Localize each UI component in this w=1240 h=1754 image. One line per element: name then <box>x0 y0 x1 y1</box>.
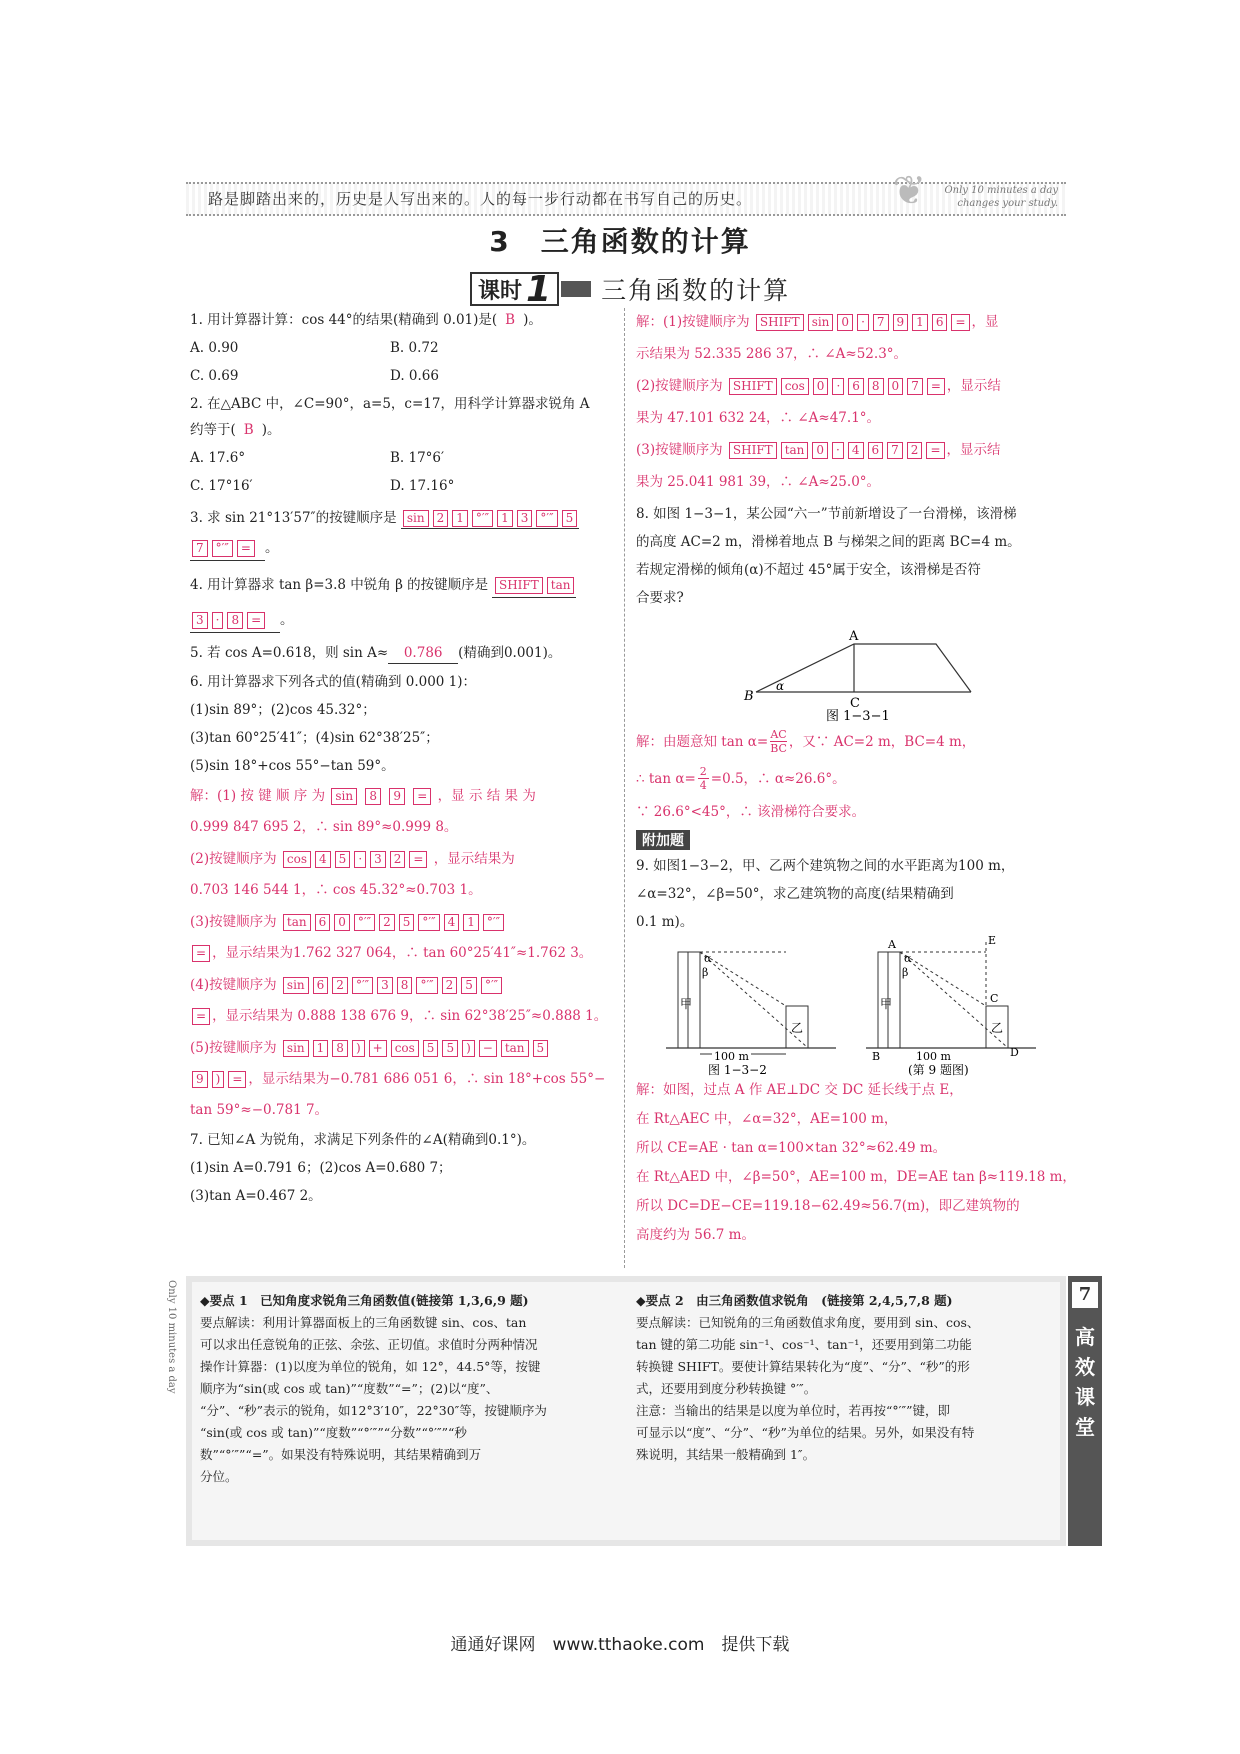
question-8-line4: 合要求? <box>636 590 684 606</box>
q6-item-2: (3)tan 60°25′41″；(4)sin 62°38′25″； <box>190 730 439 746</box>
question-4-cont: 3 · 8 = 。 <box>190 610 615 633</box>
svg-text:B: B <box>872 1050 881 1063</box>
svg-text:E: E <box>988 936 997 947</box>
svg-text:乙: 乙 <box>991 1021 1004 1035</box>
solution-8-line3: ∵ 26.6°<45°，∴ 该滑梯符合要求。 <box>636 804 866 820</box>
svg-text:A: A <box>888 938 896 951</box>
solution-9-line5: 所以 DC=DE−CE=119.18−62.49≈56.7(m)，即乙建筑物的 <box>636 1198 1020 1214</box>
column-divider <box>624 308 625 1268</box>
solution-7-3: (3)按键顺序为 SHIFT tan 0 · 4 6 7 2 = ，显示结 <box>636 442 1001 458</box>
motto-strip <box>186 168 1066 216</box>
svg-text:甲: 甲 <box>880 997 893 1011</box>
question-5: 5. 若 cos A=0.618，则 sin A≈ 0.786 (精确到0.001)。 <box>190 643 615 664</box>
solution-6-1-result: 0.999 847 695 2，∴ sin 89°≈0.999 8。 <box>190 819 458 835</box>
question-3-cont: 7 °′″ = 。 <box>190 538 615 561</box>
tip-2: ◆要点 2 由三角函数值求锐角 (链接第 2,4,5,7,8 题) 要点解读：已知锐角的三角函数值求角度，要用到 sin、cos、 tan 键的第二功能 sin⁻¹、cos⁻¹、tan⁻¹，还要用到第二功能 转换键 SHIFT。要使计算结果转化为“度”、“分”、“秒”的形 式，还要用到度分秒转换键 °′″。 注意：当输出的结果是以度为单位时，若再按“°′″”键，即 可显示以“度”、“分”、“秒”为单位的结果。另外，如果没有特 殊说明，其结果一般精确到 1″。 <box>636 1290 1056 1466</box>
page-number: 7 <box>1072 1282 1098 1308</box>
tips-panel <box>186 1276 1066 1546</box>
solution-6-5: (5)按键顺序为 sin 1 8 ) + cos 5 5 ) − tan 5 <box>190 1038 615 1058</box>
solution-7-1-result: 示结果为 52.335 286 37，∴ ∠A≈52.3°。 <box>636 346 908 362</box>
lesson-tag: 课时 1 <box>470 272 559 306</box>
question-8-line1: 8. 如图 1−3−1，某公园“六一”节前新增设了一台滑梯，该滑梯 <box>636 506 1017 522</box>
question-3: 3. 求 sin 21°13′57″的按键顺序是 sin 2 1 °′″ 1 3 °′″ 5 <box>190 508 615 528</box>
lesson-header <box>470 268 791 310</box>
fig3-caption: (第 9 题图) <box>908 1063 969 1076</box>
extra-tag: 附加题 <box>636 830 1066 850</box>
q6-item-3: (5)sin 18°+cos 55°−tan 59°。 <box>190 758 395 774</box>
tip-1-title: ◆要点 1 已知角度求锐角三角函数值(链接第 1,3,6,9 题) <box>200 1293 529 1308</box>
solution-7-3-result: 果为 25.041 981 39，∴ ∠A≈25.0°。 <box>636 474 881 490</box>
tip-2-title: ◆要点 2 由三角函数值求锐角 (链接第 2,4,5,7,8 题) <box>636 1293 953 1308</box>
svg-text:A: A <box>849 629 859 644</box>
fig2-caption: 图 1−3−2 <box>708 1063 767 1076</box>
solution-6-1: 解：(1) 按 键 顺 序 为 sin 8 9 = ，显 示 结 果 为 <box>190 788 536 804</box>
tip-1: ◆要点 1 已知角度求锐角三角函数值(链接第 1,3,6,9 题) 要点解读：利用计算器面板上的三角函数键 sin、cos、tan 可以求出任意锐角的正弦、余弦、正切值。求值时分两种情况 操作计算器：(1)以度为单位的锐角，如 12°，44.5°等，按键 顺序为“sin(或 cos 或 tan)”“度数”“=”；(2)以“度”、 “分”、“秒”表示的锐角，如12°3′10″，22°30″等，按键顺序为 “sin(或 cos 或 tan)”“度数”“°′″”“分数”“°′″”“秒 数”“°′″”“=”。如果没有特殊说明，其结果精确到万 分位。 <box>200 1290 620 1488</box>
solution-6-2-result: 0.703 146 544 1，∴ cos 45.32°≈0.703 1。 <box>190 882 482 898</box>
solution-6-4: (4)按键顺序为 sin 6 2 °′″ 3 8 °′″ 2 5 °′″ <box>190 975 615 995</box>
solution-6-3: (3)按键顺序为 tan 6 0 °′″ 2 5 °′″ 4 1 °′″ <box>190 912 615 932</box>
left-column <box>190 310 615 1206</box>
svg-text:甲: 甲 <box>680 997 693 1011</box>
solution-9-line4: 在 Rt△AED 中，∠β=50°，AE=100 m，DE=AE tan β≈119.18 m， <box>636 1169 1076 1185</box>
question-9-line3: 0.1 m)。 <box>636 914 694 930</box>
solution-8-line1: 解：由题意知 tan α= $\frac{AC}{BC}$ ，又∵ AC=2 m，BC=4 m， <box>636 728 976 755</box>
section-title: 3 三角函数的计算 <box>489 225 751 258</box>
right-column <box>636 312 1076 1245</box>
svg-text:100 m: 100 m <box>916 1050 951 1063</box>
svg-text:α: α <box>704 952 712 965</box>
q7-item-2: (3)tan A=0.467 2。 <box>190 1188 322 1204</box>
solution-9-line1: 解：如图，过点 A 作 AE⊥DC 交 DC 延长线于点 E， <box>636 1082 963 1098</box>
page-side-tab <box>1068 1276 1102 1546</box>
solution-7-2: (2)按键顺序为 SHIFT cos 0 · 6 8 0 7 = ，显示结 <box>636 378 1001 394</box>
solution-9-line6: 高度约为 56.7 m。 <box>636 1227 755 1243</box>
svg-text:D: D <box>1010 1046 1019 1059</box>
motto-english: Only 10 minutes a day changes your study. <box>944 185 1058 209</box>
question-4: 4. 用计算器求 tan β=3.8 中锐角 β 的按键顺序是 SHIFT tan <box>190 575 615 598</box>
q7-item-1: (1)sin A=0.791 6；(2)cos A=0.680 7； <box>190 1160 452 1176</box>
solution-9-line2: 在 Rt△AEC 中，∠α=32°，AE=100 m， <box>636 1111 898 1127</box>
solution-6-4-result: = ，显示结果为 0.888 138 676 9，∴ sin 62°38′25″≈0.888 1。 <box>190 1006 615 1026</box>
solution-6-5-cont: 9 ) = ，显示结果为−0.781 686 051 6，∴ sin 18°+cos 55°− <box>190 1069 615 1089</box>
motto-text: 路是脚踏出来的，历史是人写出来的。人的每一步行动都在书写自己的历史。 <box>208 190 753 208</box>
side-label: 高 效 课 堂 <box>1075 1325 1095 1439</box>
svg-text:B: B <box>744 689 754 704</box>
question-9-line1: 9. 如图1−3−2，甲、乙两个建筑物之间的水平距离为100 m， <box>636 858 1015 874</box>
solution-6-3-result: = ，显示结果为1.762 327 064，∴ tan 60°25′41″≈1.762 3。 <box>190 943 615 963</box>
svg-text:乙: 乙 <box>791 1021 804 1035</box>
question-8-line2: 的高度 AC=2 m，滑梯着地点 B 与梯架之间的距离 BC=4 m。 <box>636 534 1021 550</box>
solution-8-line2: ∴ tan α= $\frac{2}{4}$ =0.5，∴ α≈26.6°。 <box>636 765 846 792</box>
footer-credit: 通通好课网 www.tthaoke.com 提供下载 <box>450 1635 790 1655</box>
solution-6-5-result: tan 59°≈−0.781 7。 <box>190 1102 329 1118</box>
question-1: 1. 用计算器计算：cos 44°的结果(精确到 0.01)是( B )。 <box>190 312 542 328</box>
svg-text:α: α <box>776 679 785 693</box>
q2-options-row2: C. 17°16′ D. 17.16° <box>190 478 455 494</box>
fig1-caption: 图 1−3−1 <box>826 709 890 722</box>
question-2: 2. 在△ABC 中，∠C=90°，a=5，c=17，用科学计算器求锐角 A <box>190 396 590 412</box>
q6-item-1: (1)sin 89°；(2)cos 45.32°； <box>190 702 376 718</box>
svg-text:C: C <box>990 992 999 1005</box>
svg-text:C: C <box>850 696 860 711</box>
solution-9-line3: 所以 CE=AE · tan α=100×tan 32°≈62.49 m。 <box>636 1140 947 1156</box>
q1-options-row1: A. 0.90 B. 0.72 <box>190 340 439 356</box>
svg-text:β: β <box>702 966 709 979</box>
leaf-icon: ❦ <box>892 168 926 214</box>
figure-buildings <box>636 936 1066 1076</box>
figure-slide <box>636 612 1066 722</box>
lesson-bar <box>561 281 591 297</box>
solution-6-2: (2)按键顺序为 cos 4 5 · 3 2 = ，显示结果为 <box>190 851 515 867</box>
q1-options-row2: C. 0.69 D. 0.66 <box>190 368 439 384</box>
vertical-slogan: Only 10 minutes a day <box>166 1280 177 1394</box>
question-9-line2: ∠α=32°，∠β=50°，求乙建筑物的高度(结果精确到 <box>636 886 954 902</box>
question-6: 6. 用计算器求下列各式的值(精确到 0.000 1)： <box>190 674 477 690</box>
svg-text:100 m: 100 m <box>714 1050 749 1063</box>
question-7: 7. 已知∠A 为锐角，求满足下列条件的∠A(精确到0.1°)。 <box>190 1132 536 1148</box>
lesson-name: 三角函数的计算 <box>601 276 791 305</box>
svg-text:β: β <box>902 966 909 979</box>
question-2-cont: 约等于( B )。 <box>190 422 281 438</box>
solution-7-1: 解：(1)按键顺序为 SHIFT sin 0 · 7 9 1 6 = ，显 <box>636 314 999 330</box>
q2-options-row1: A. 17.6° B. 17°6′ <box>190 450 445 466</box>
svg-text:α: α <box>904 952 912 965</box>
solution-7-2-result: 果为 47.101 632 24，∴ ∠A≈47.1°。 <box>636 410 881 426</box>
question-8-line3: 若规定滑梯的倾角(α)不超过 45°属于安全，该滑梯是否符 <box>636 562 981 578</box>
